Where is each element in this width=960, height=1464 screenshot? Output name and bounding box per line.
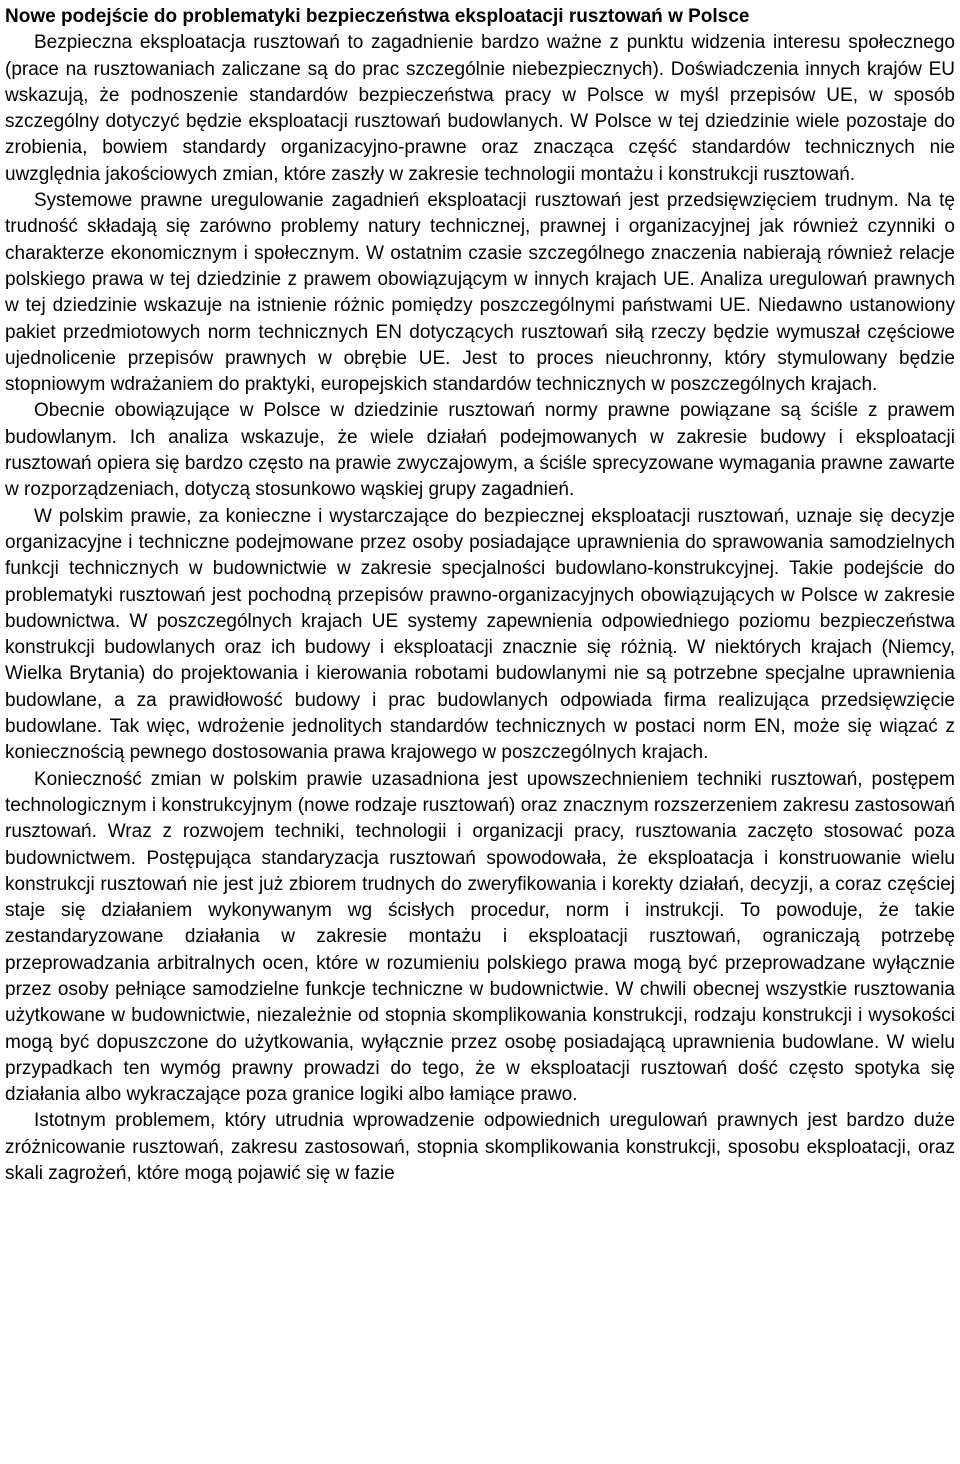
paragraph-1: Bezpieczna eksploatacja rusztowań to zagadnienie bardzo ważne z punktu widzenia interesu społecznego (prace na rusztowaniach zaliczane są do prac szczególnie niebezpiecznych). Doświadczenia innych krajów EU wskazują, że podnoszenie standardów bezpieczeństwa pracy w Polsce w myśl przepisów UE, w sposób szczególny dotyczyć będzie eksploatacji rusztowań budowlanych. W Polsce w tej dziedzinie wiele pozostaje do zrobienia, bowiem standardy organizacyjno-prawne oraz znacząca część standardów technicznych nie uwzględnia jakościowych zmian, które zaszły w zakresie technologii montażu i konstrukcji rusztowań.	[5, 32, 955, 185]
paragraph-6: Istotnym problemem, który utrudnia wprowadzenie odpowiednich uregulowań prawnych jest bardzo duże zróżnicowanie rusztowań, zakresu zastosowań, stopnia skomplikowania konstrukcji, sposobu eksploatacji, oraz skali zagrożeń, które mogą pojawić się w fazie	[5, 1110, 955, 1185]
document-title: Nowe podejście do problematyki bezpieczeństwa eksploatacji rusztowań w Polsce	[5, 6, 750, 27]
paragraph-4: W polskim prawie, za konieczne i wystarczające do bezpiecznej eksploatacji rusztowań, uznaje się decyzje organizacyjne i techniczne podejmowane przez osoby posiadające uprawnienia do sprawowania samodzielnych funkcji technicznych w budownictwie w zakresie specjalności budowlano-konstrukcyjnej. Takie podejście do problematyki rusztowań jest pochodną przepisów prawno-organizacyjnych obowiązujących w Polsce w zakresie budownictwa. W poszczególnych krajach UE systemy zapewnienia odpowiedniego poziomu bezpieczeństwa konstrukcji budowlanych oraz ich budowy i eksploatacji znacznie się różnią. W niektórych krajach (Niemcy, Wielka Brytania) do projektowania i kierowania robotami budowlanymi nie są potrzebne specjalne uprawnienia budowlane, a za prawidłowość budowy i prac budowlanych odpowiada firma realizująca przedsięwzięcie budowlane. Tak więc, wdrożenie jednolitych standardów technicznych w postaci norm EN, może się wiązać z koniecznością pewnego dostosowania prawa krajowego w poszczególnych krajach.	[5, 505, 955, 764]
paragraph-5: Konieczność zmian w polskim prawie uzasadniona jest upowszechnieniem techniki rusztowań, postępem technologicznym i konstrukcyjnym (nowe rodzaje rusztowań) oraz znacznym rozszerzeniem zakresu zastosowań rusztowań. Wraz z rozwojem techniki, technologii i organizacji pracy, rusztowania zaczęto stosować poza budownictwem. Postępująca standaryzacja rusztowań spowodowała, że eksploatacja i konstruowanie wielu konstrukcji rusztowań nie jest już zbiorem trudnych do zweryfikowania i korekty działań, decyzji, a coraz częściej staje się działaniem wykonywanym wg ścisłych procedur, norm i instrukcji. To powoduje, że takie zestandaryzowane działania w zakresie montażu i eksploatacji rusztowań, ograniczają potrzebę przeprowadzania arbitralnych ocen, które w rozumieniu polskiego prawa mogą być przeprowadzane wyłącznie przez osoby pełniące samodzielne funkcje techniczne w budownictwie. W chwili obecnej wszystkie rusztowania użytkowane w budownictwie, niezależnie od stopnia skomplikowania konstrukcji, rodzaju konstrukcji i wysokości mogą być dopuszczone do użytkowania, wyłącznie przez osobę posiadającą uprawnienia budowlane. W wielu przypadkach ten wymóg prawny prowadzi do tego, że w eksploatacji rusztowań dość często spotyka się działania albo wykraczające poza granice logiki albo łamiące prawo.	[5, 768, 955, 1106]
paragraph-3: Obecnie obowiązujące w Polsce w dziedzinie rusztowań normy prawne powiązane są ściśle z prawem budowlanym. Ich analiza wskazuje, że wiele działań podejmowanych w zakresie budowy i eksploatacji rusztowań opiera się bardzo często na prawie zwyczajowym, a ściśle sprecyzowane wymagania prawne zawarte w rozporządzeniach, dotyczą stosunkowo wąskiej grupy zagadnień.	[5, 400, 955, 501]
paragraph-2: Systemowe prawne uregulowanie zagadnień eksploatacji rusztowań jest przedsięwzięciem trudnym. Na tę trudność składają się zarówno problemy natury technicznej, prawnej i organizacyjnej jak również czynniki o charakterze ekonomicznym i społecznym. W ostatnim czasie szczególnego znaczenia nabierają również relacje polskiego prawa w tej dziedzinie z prawem obowiązującym w innych krajach UE. Analiza uregulowań prawnych w tej dziedzinie wskazuje na istnienie różnic pomiędzy poszczególnymi państwami UE. Niedawno ustanowiony pakiet przedmiotowych norm technicznych EN dotyczących rusztowań siłą rzeczy będzie wymuszał częściowe ujednolicenie przepisów prawnych w obrębie UE. Jest to proces nieuchronny, który stymulowany będzie stopniowym wdrażaniem do praktyki, europejskich standardów technicznych w poszczególnych krajach.	[5, 190, 955, 396]
